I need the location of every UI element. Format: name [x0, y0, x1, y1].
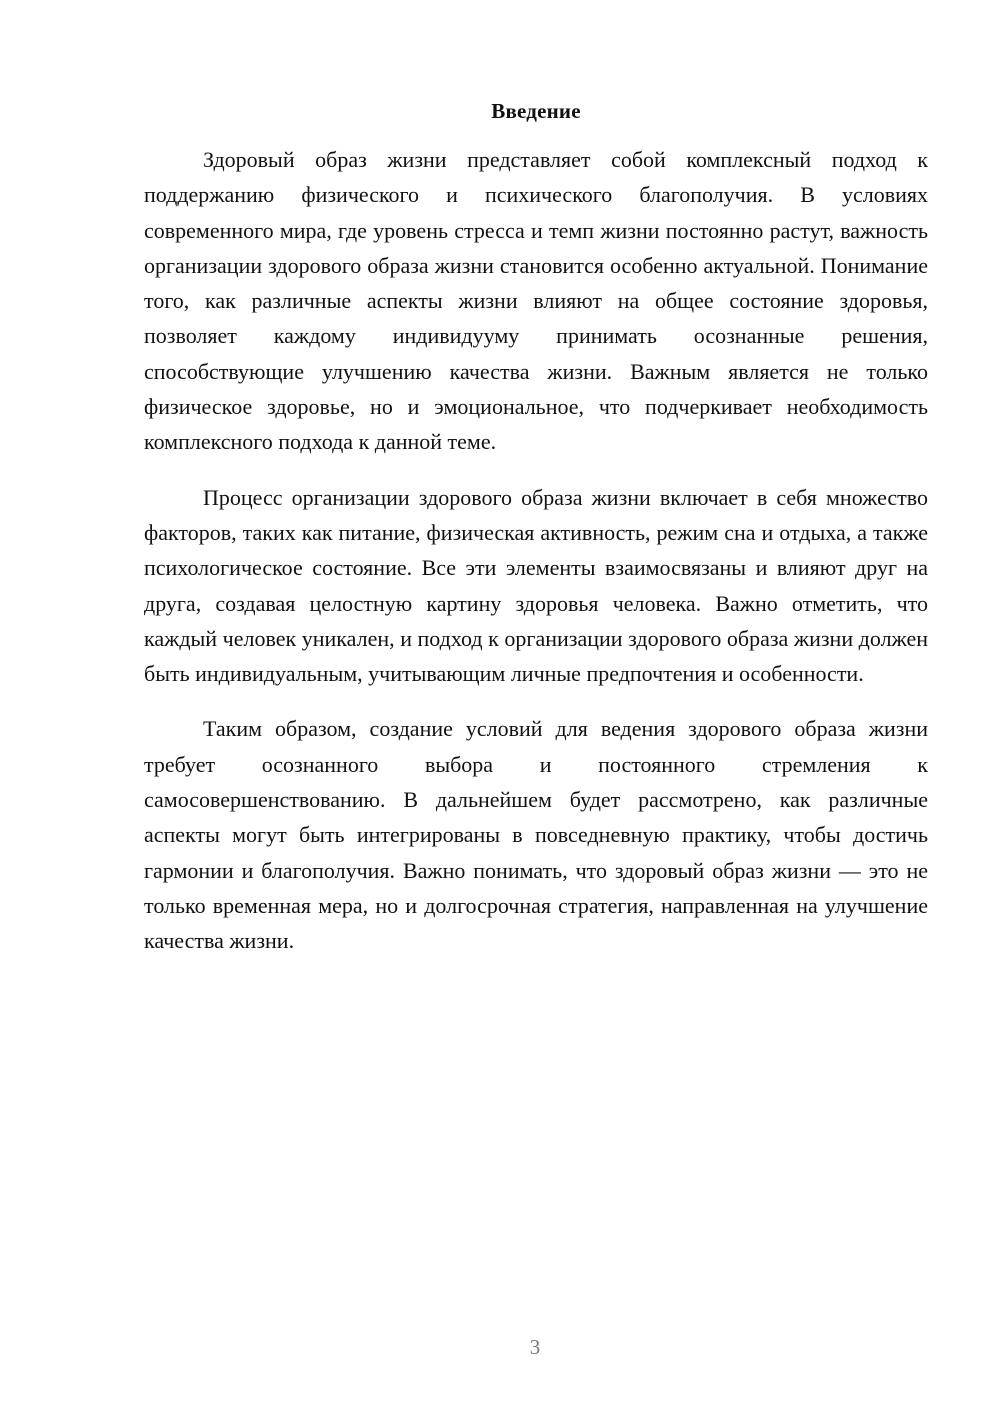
page-content [144, 96, 928, 979]
section-title: Введение [491, 99, 581, 123]
body-paragraph-3: Таким образом, создание условий для ведения здорового образа жизни требует осознанного выбора и постоянного стремления к самосовершенствованию. В дальнейшем будет рассмотрено, как различные аспекты могут быть интегрированы в повседневную практику, чтобы достичь гармонии и благополучия. Важно понимать, что здоровый образ жизни — это не только временная мера, но и долгосрочная стратегия, направленная на улучшение качества жизни. [144, 716, 928, 954]
body-paragraph-1: Здоровый образ жизни представляет собой комплексный подход к поддержанию физического и психического благополучия. В условиях современного мира, где уровень стресса и темп жизни постоянно растут, важность организации здорового образа жизни становится особенно актуальной. Понимание того, как различные аспекты жизни влияют на общее состояние здоровья, позволяет каждому индивидууму принимать осознанные решения, способствующие улучшению качества жизни. Важным является не только физическое здоровье, но и эмоциональное, что подчеркивает необходимость комплексного подхода к данной теме. [144, 147, 928, 455]
body-paragraph-2: Процесс организации здорового образа жизни включает в себя множество факторов, таких как питание, физическая активность, режим сна и отдыха, а также психологическое состояние. Все эти элементы взаимосвязаны и влияют друг на друга, создавая целостную картину здоровья человека. Важно отметить, что каждый человек уникален, и подход к организации здорового образа жизни должен быть индивидуальным, учитывающим личные предпочтения и особенности. [144, 484, 928, 687]
page-number: 3 [529, 1335, 541, 1359]
